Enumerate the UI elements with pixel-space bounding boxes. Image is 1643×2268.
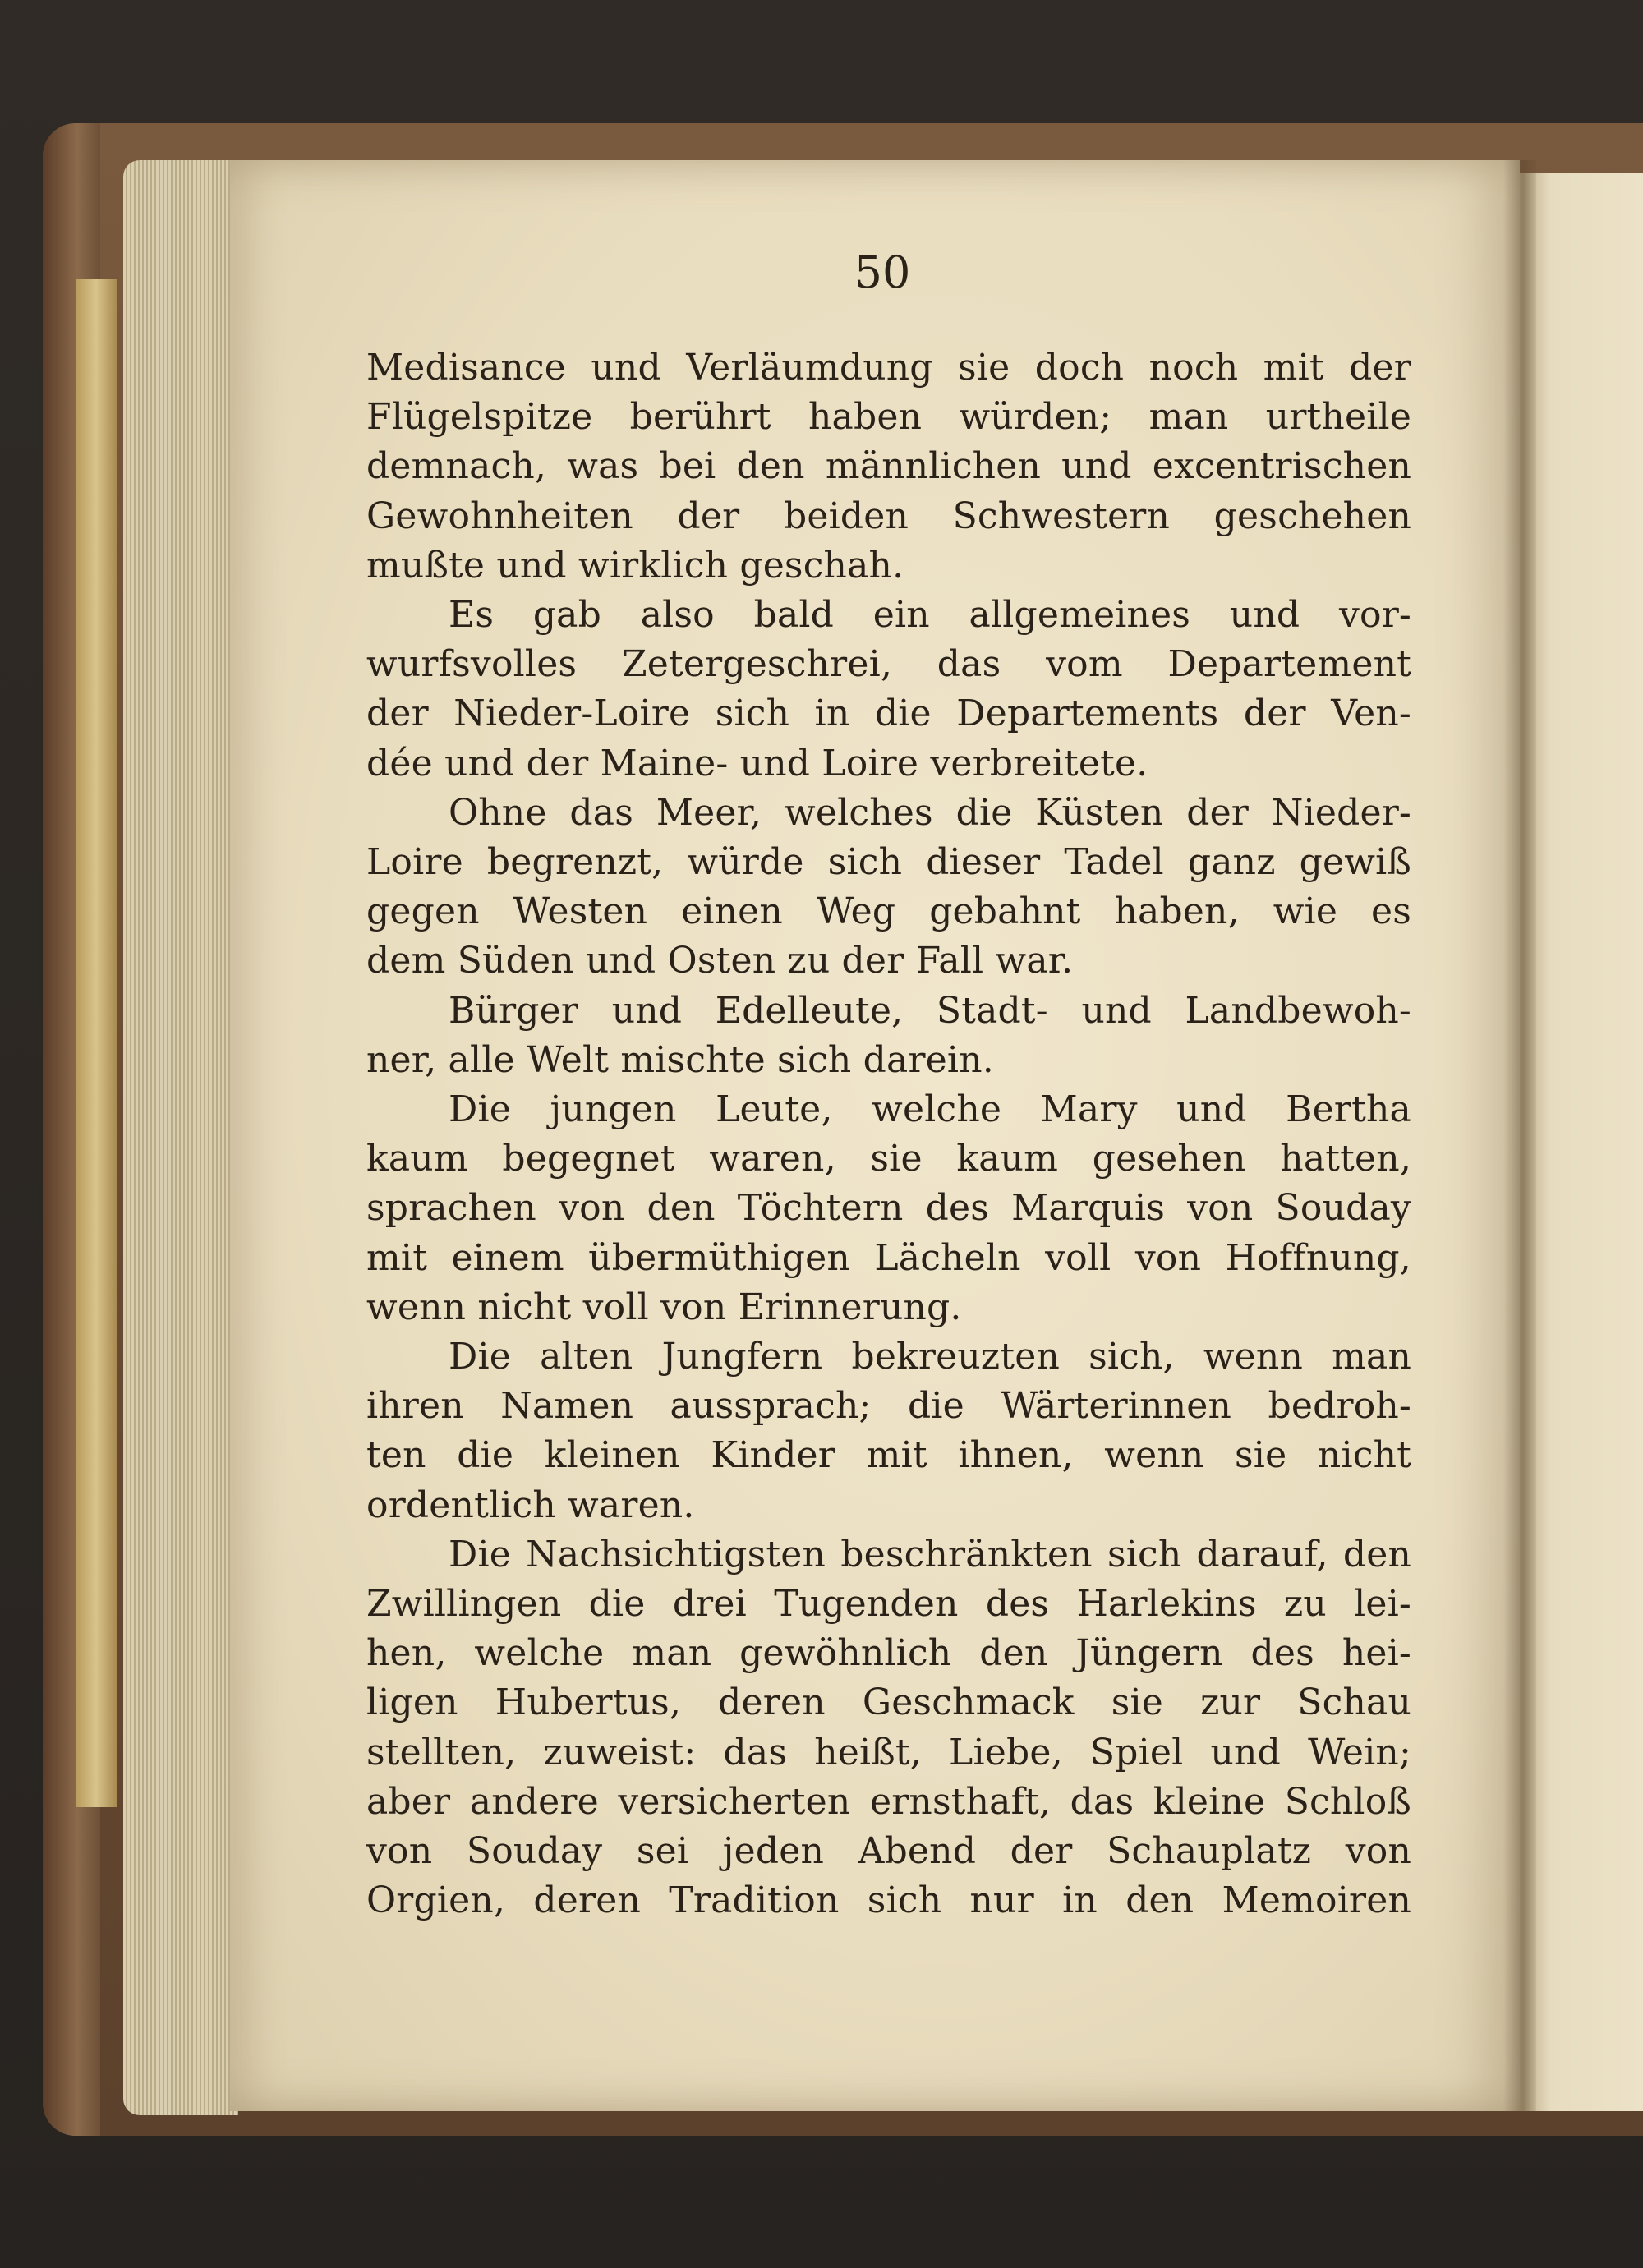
text-line: Die jungen Leute, welche Mary und Bertha <box>449 1088 1411 1131</box>
text-line: dée und der Maine- und Loire verbreitete. <box>366 742 1148 784</box>
text-line: Medisance und Verläumdung sie doch noch mit der <box>366 347 1411 389</box>
text-line: ner, alle Welt mischte sich darein. <box>366 1038 994 1081</box>
text-line: sprachen von den Töchtern des Marquis von Souday <box>366 1187 1411 1230</box>
gilt-edge <box>76 279 117 1807</box>
text-line: Die Nachsichtigsten beschränkten sich darauf, den <box>449 1533 1411 1576</box>
text-line: der Nieder-Loire sich in die Departements der Ven- <box>366 692 1411 735</box>
text-line: demnach, was bei den männlichen und excentrischen <box>366 445 1411 488</box>
page-edges <box>123 160 238 2115</box>
text-line: Bürger und Edelleute, Stadt- und Landbewoh- <box>449 989 1411 1032</box>
text-line: wenn nicht voll von Erinnerung. <box>366 1286 962 1328</box>
text-line: ligen Hubertus, deren Geschmack sie zur Schau <box>366 1681 1411 1724</box>
text-line: Ohne das Meer, welches die Küsten der Nieder- <box>449 791 1411 834</box>
page-text <box>366 343 1411 1926</box>
text-line: Die alten Jungfern bekreuzten sich, wenn man <box>449 1336 1411 1378</box>
text-line: Gewohnheiten der beiden Schwestern geschehen <box>366 495 1411 537</box>
text-line: gegen Westen einen Weg gebahnt haben, wie es <box>366 890 1411 933</box>
text-line: Loire begrenzt, würde sich dieser Tadel ganz gewiß <box>366 841 1411 884</box>
text-line: von Souday sei jeden Abend der Schauplatz von <box>366 1830 1411 1873</box>
text-line: aber andere versicherten ernsthaft, das kleine Schloß <box>366 1780 1411 1823</box>
text-line: Flügelspitze berührt haben würden; man urtheile <box>366 396 1411 439</box>
text-line: mußte und wirklich geschah. <box>366 544 904 587</box>
facing-page <box>1520 173 1643 2111</box>
text-line: ordentlich waren. <box>366 1484 695 1526</box>
page-gutter <box>1503 160 1536 2111</box>
text-line: stellten, zuweist: das heißt, Liebe, Spiel und Wein; <box>366 1731 1411 1773</box>
text-line: Zwillingen die drei Tugenden des Harlekins zu lei- <box>366 1583 1411 1626</box>
text-line: ten die kleinen Kinder mit ihnen, wenn sie nicht <box>366 1434 1411 1477</box>
text-line: wurfsvolles Zetergeschrei, das vom Departement <box>366 643 1411 686</box>
text-line: Orgien, deren Tradition sich nur in den Memoiren <box>366 1879 1411 1922</box>
text-line: hen, welche man gewöhnlich den Jüngern des hei- <box>366 1632 1411 1675</box>
text-line: kaum begegnet waren, sie kaum gesehen hatten, <box>366 1138 1411 1180</box>
text-line: Es gab also bald ein allgemeines und vor- <box>449 594 1411 637</box>
page-number: 50 <box>854 246 911 298</box>
text-line: mit einem übermüthigen Lächeln voll von Hoffnung, <box>366 1236 1411 1279</box>
text-line: dem Süden und Osten zu der Fall war. <box>366 940 1074 982</box>
text-line: ihren Namen aussprach; die Wärterinnen bedroh- <box>366 1385 1411 1428</box>
